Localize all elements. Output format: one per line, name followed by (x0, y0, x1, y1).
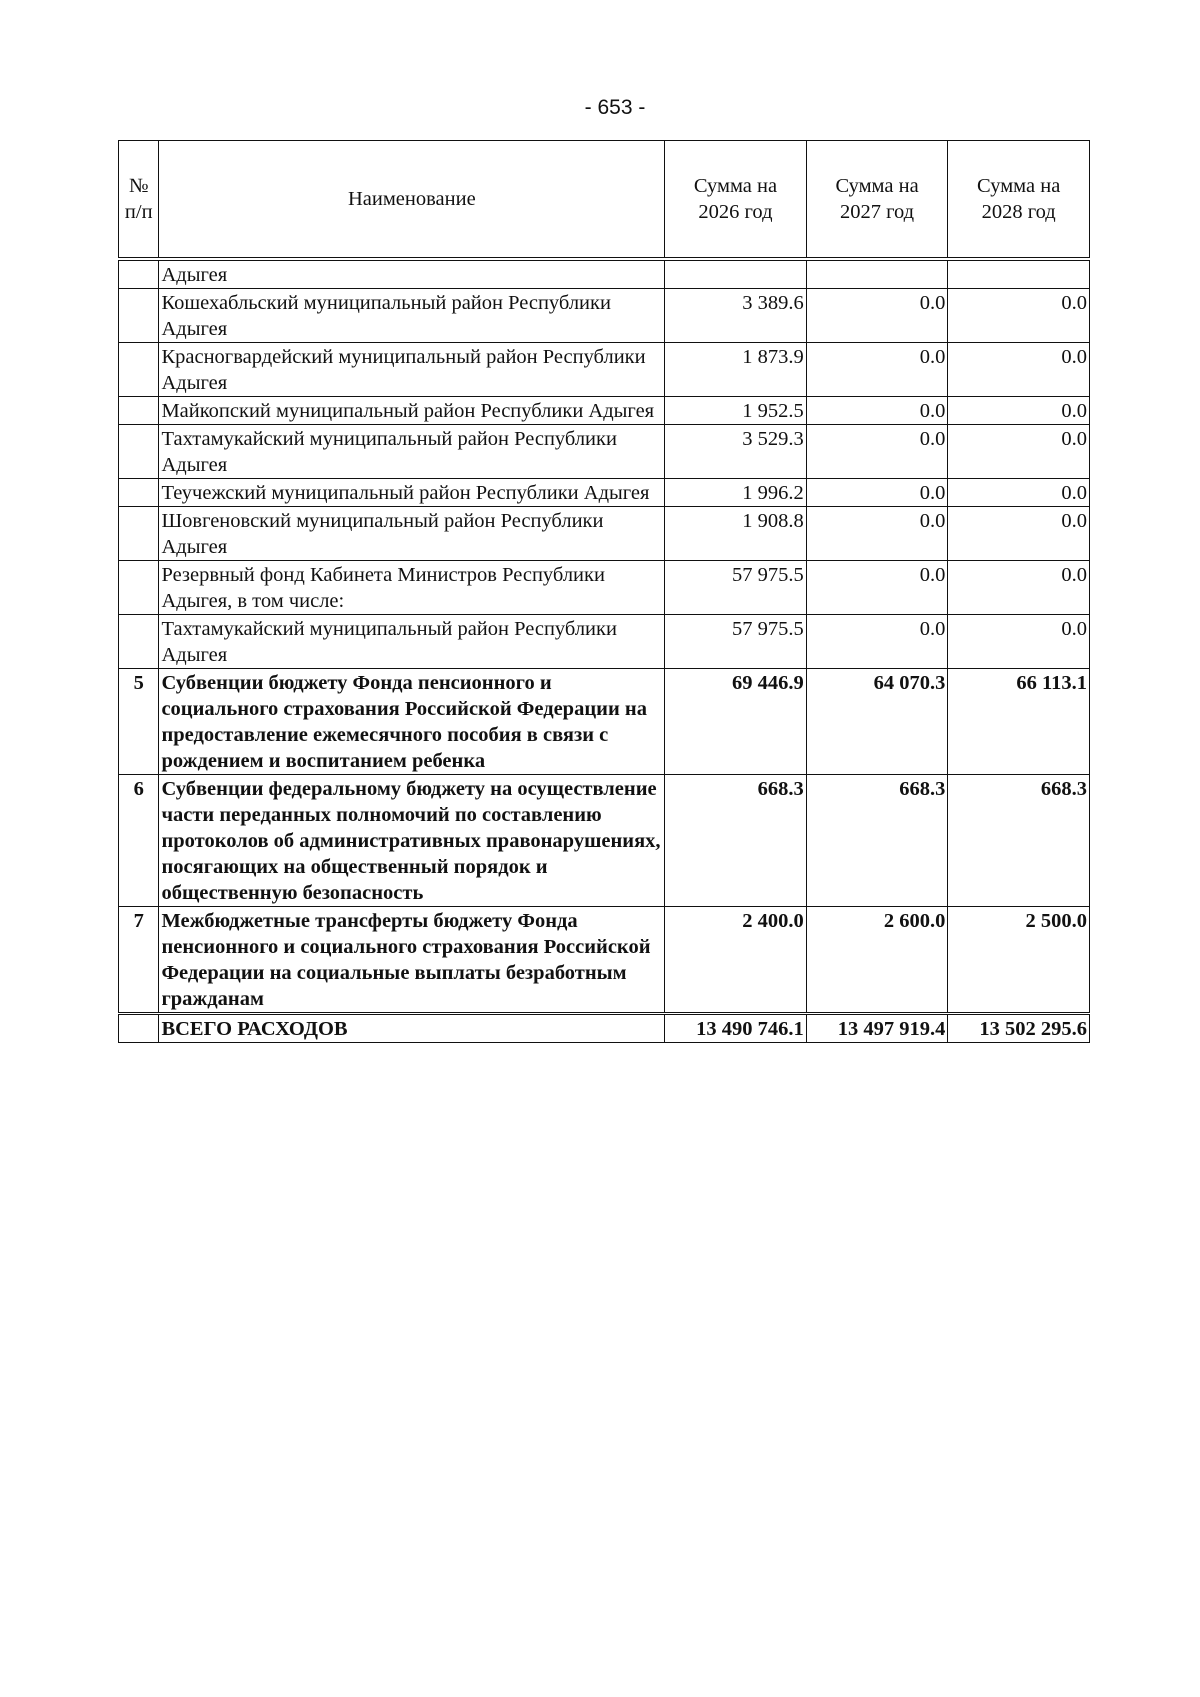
total-row (119, 1014, 1090, 1043)
table-row (119, 425, 1090, 479)
row-number (119, 425, 159, 479)
row-amount-2027: 0.0 (806, 615, 948, 669)
row-amount-2026: 69 446.9 (665, 669, 807, 775)
table-row (119, 561, 1090, 615)
table-row (119, 615, 1090, 669)
table-row (119, 289, 1090, 343)
row-number (119, 479, 159, 507)
row-name: Резервный фонд Кабинета Министров Республики Адыгея, в том числе: (159, 561, 665, 615)
row-amount-2028: 66 113.1 (948, 669, 1090, 775)
table-body (119, 259, 1090, 1014)
row-amount-2028: 0.0 (948, 479, 1090, 507)
row-name: Тахтамукайский муниципальный район Республики Адыгея (159, 425, 665, 479)
row-amount-2027: 0.0 (806, 289, 948, 343)
row-amount-2026: 3 389.6 (665, 289, 807, 343)
header-sum-2027: Сумма на 2027 год (806, 141, 948, 260)
header-sum-2028: Сумма на 2028 год (948, 141, 1090, 260)
row-name: Субвенции федеральному бюджету на осуществление части переданных полномочий по составлению протоколов об административных правонарушениях, посягающих на общественный порядок и общественную безопасность (159, 775, 665, 907)
row-number (119, 343, 159, 397)
row-name: Адыгея (159, 259, 665, 289)
row-number (119, 397, 159, 425)
row-amount-2027: 64 070.3 (806, 669, 948, 775)
row-number (119, 507, 159, 561)
row-amount-2028: 668.3 (948, 775, 1090, 907)
row-number: 7 (119, 907, 159, 1014)
budget-table (118, 140, 1090, 1043)
row-amount-2028: 0.0 (948, 289, 1090, 343)
row-amount-2028: 0.0 (948, 343, 1090, 397)
row-amount-2026: 3 529.3 (665, 425, 807, 479)
row-amount-2026 (665, 259, 807, 289)
row-amount-2026: 1 873.9 (665, 343, 807, 397)
page-number: - 653 - (584, 96, 646, 119)
row-amount-2026: 668.3 (665, 775, 807, 907)
row-number (119, 289, 159, 343)
total-2026: 13 490 746.1 (665, 1014, 807, 1043)
table-header-row (119, 141, 1090, 260)
row-number: 5 (119, 669, 159, 775)
total-2028: 13 502 295.6 (948, 1014, 1090, 1043)
table-row (119, 397, 1090, 425)
row-name: Красногвардейский муниципальный район Республики Адыгея (159, 343, 665, 397)
row-name: Шовгеновский муниципальный район Республики Адыгея (159, 507, 665, 561)
row-amount-2026: 1 996.2 (665, 479, 807, 507)
header-sum-2026: Сумма на 2026 год (665, 141, 807, 260)
row-amount-2027: 0.0 (806, 343, 948, 397)
table-row (119, 507, 1090, 561)
row-amount-2026: 2 400.0 (665, 907, 807, 1014)
row-amount-2026: 57 975.5 (665, 561, 807, 615)
row-amount-2028: 0.0 (948, 507, 1090, 561)
row-number (119, 615, 159, 669)
row-amount-2028 (948, 259, 1090, 289)
row-amount-2028: 0.0 (948, 561, 1090, 615)
row-amount-2027: 0.0 (806, 507, 948, 561)
row-amount-2028: 0.0 (948, 397, 1090, 425)
table-row (119, 343, 1090, 397)
row-name: Кошехабльский муниципальный район Республики Адыгея (159, 289, 665, 343)
total-label: ВСЕГО РАСХОДОВ (159, 1014, 665, 1043)
total-num (119, 1014, 159, 1043)
total-2027: 13 497 919.4 (806, 1014, 948, 1043)
table-row (119, 669, 1090, 775)
row-amount-2026: 57 975.5 (665, 615, 807, 669)
row-amount-2026: 1 908.8 (665, 507, 807, 561)
row-number (119, 259, 159, 289)
row-amount-2028: 2 500.0 (948, 907, 1090, 1014)
row-name: Тахтамукайский муниципальный район Республики Адыгея (159, 615, 665, 669)
row-amount-2026: 1 952.5 (665, 397, 807, 425)
row-amount-2027: 2 600.0 (806, 907, 948, 1014)
table-row (119, 907, 1090, 1014)
table-row (119, 479, 1090, 507)
row-number: 6 (119, 775, 159, 907)
table-row (119, 259, 1090, 289)
row-number (119, 561, 159, 615)
header-name: Наименование (159, 141, 665, 260)
header-num: № п/п (119, 141, 159, 260)
row-amount-2027: 0.0 (806, 479, 948, 507)
row-amount-2027 (806, 259, 948, 289)
table-row (119, 775, 1090, 907)
row-amount-2028: 0.0 (948, 615, 1090, 669)
row-amount-2027: 0.0 (806, 397, 948, 425)
row-name: Субвенции бюджету Фонда пенсионного и социального страхования Российской Федерации на предоставление ежемесячного пособия в связи с рождением и воспитанием ребенка (159, 669, 665, 775)
row-name: Майкопский муниципальный район Республики Адыгея (159, 397, 665, 425)
row-name: Теучежский муниципальный район Республики Адыгея (159, 479, 665, 507)
row-amount-2027: 0.0 (806, 425, 948, 479)
row-amount-2027: 0.0 (806, 561, 948, 615)
row-amount-2027: 668.3 (806, 775, 948, 907)
row-name: Межбюджетные трансферты бюджету Фонда пенсионного и социального страхования Российской Федерации на социальные выплаты безработным гражданам (159, 907, 665, 1014)
row-amount-2028: 0.0 (948, 425, 1090, 479)
